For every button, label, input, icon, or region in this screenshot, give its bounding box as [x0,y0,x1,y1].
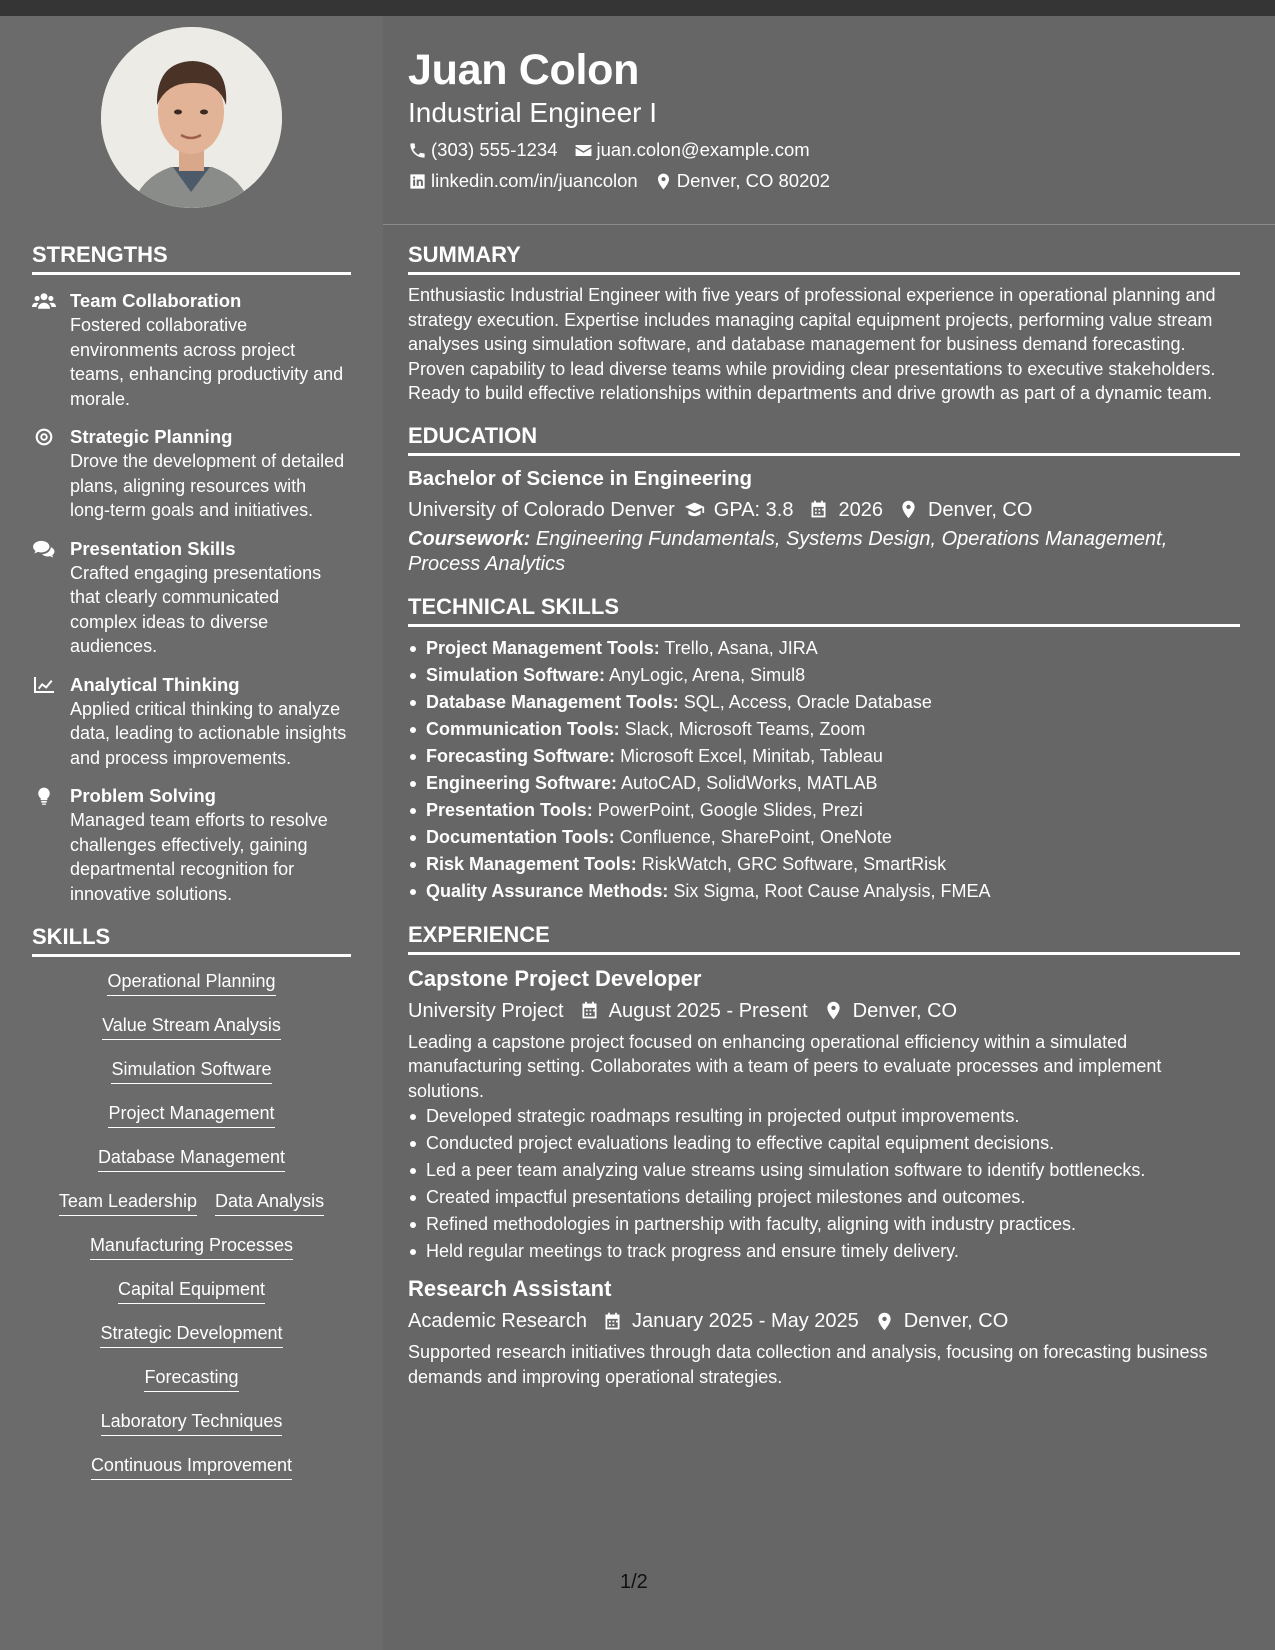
skills-row [32,1101,351,1128]
technical-skill-label: Communication Tools: [426,718,620,739]
technical-skill-item [408,635,1240,662]
experience-entry [408,965,1240,1266]
job-bullet: Conducted project evaluations leading to effective capital equipment decisions. [408,1130,1240,1157]
job-title: Research Assistant [408,1276,612,1301]
skill-tag: Project Management [108,1101,274,1128]
degree-name: Bachelor of Science in Engineering [408,466,753,490]
strength-item [32,425,351,523]
contact-row-1 [408,139,1248,161]
graduation-year: 2026 [838,498,883,521]
skills-row [32,1409,351,1436]
skills-list [32,969,351,1480]
strength-body [70,425,351,523]
candidate-title: Industrial Engineer I [408,97,658,128]
technical-skill-value: RiskWatch, GRC Software, SmartRisk [641,853,947,874]
strength-body [70,537,351,659]
header-divider [383,224,1275,225]
skills-row [32,1321,351,1348]
location-text: Denver, CO 80202 [676,170,830,191]
job-bullet: Led a peer team analyzing value streams using simulation software to identify bottlenecks. [408,1157,1240,1184]
strength-desc: Managed team efforts to resolve challenges effectively, gaining departmental recognition for innovative solutions. [70,810,328,904]
job-description: Leading a capstone project focused on enhancing operational efficiency within a simulated manufacturing setting. Collaborates with a team of peers to evaluate processes and implement solutions. [408,1031,1162,1101]
technical-skill-label: Risk Management Tools: [426,853,637,874]
top-bar [0,0,1275,16]
job-bullets [408,1103,1240,1265]
coursework [408,527,1240,577]
experience-entry [408,1275,1240,1389]
skills-row [32,1233,351,1260]
job-title: Capstone Project Developer [408,965,702,991]
strength-desc: Crafted engaging presentations that clearly communicated complex ideas to diverse audiences. [70,562,322,656]
chart-line-icon [32,673,70,771]
skill-tag: Database Management [98,1145,285,1172]
skill-tag: Data Analysis [215,1189,324,1216]
technical-skill-label: Forecasting Software: [426,745,616,766]
strength-name: Team Collaboration [70,290,242,311]
job-bullet: Refined methodologies in partnership with faculty, aligning with industry practices. [408,1211,1240,1238]
comments-icon [32,537,70,659]
skills-row [32,1365,351,1392]
skill-tag: Simulation Software [111,1057,271,1084]
strength-body [70,673,351,771]
job-meta [408,998,1240,1024]
technical-skill-label: Project Management Tools: [426,637,660,658]
experience-heading: EXPERIENCE [408,921,1240,955]
technical-skill-value: AnyLogic, Arena, Simul8 [609,664,806,685]
resume-header [408,42,1248,192]
lightbulb-icon [32,784,70,906]
candidate-name: Juan Colon [408,46,640,94]
graduation-cap-icon [684,499,705,520]
gpa-text: GPA: 3.8 [713,498,794,521]
technical-skill-item [408,689,1240,716]
skills-row [32,1277,351,1304]
page-number: 1/2 [620,1571,648,1593]
contact-row-2 [408,170,1248,192]
right-column [408,241,1240,1389]
job-org: Academic Research [408,1310,587,1332]
technical-skill-label: Quality Assurance Methods: [426,880,669,901]
left-column [32,241,351,1480]
technical-skills-list [408,635,1240,905]
map-pin-icon [898,499,919,520]
envelope-icon [574,141,593,160]
summary-heading: SUMMARY [408,241,1240,275]
skills-row [32,1057,351,1084]
strengths-list [32,289,351,906]
linkedin-text: linkedin.com/in/juancolon [431,170,638,191]
technical-skill-label: Database Management Tools: [426,691,679,712]
strength-desc: Drove the development of detailed plans, aligning resources with long-term goals and initiatives. [70,451,345,520]
skills-row [32,1189,351,1216]
linkedin-contact[interactable] [408,170,638,192]
skills-heading: SKILLS [32,923,351,957]
technical-skill-value: Slack, Microsoft Teams, Zoom [624,718,866,739]
map-pin-icon [654,172,673,191]
school-name: University of Colorado Denver [408,498,675,521]
email-contact[interactable] [574,139,810,161]
strength-name: Strategic Planning [70,426,233,447]
technical-skill-item [408,662,1240,689]
job-meta [408,1308,1240,1334]
linkedin-icon [408,172,427,191]
phone-icon [408,141,427,160]
skills-row [32,969,351,996]
strength-item [32,673,351,771]
skill-tag: Laboratory Techniques [101,1409,283,1436]
skill-tag: Continuous Improvement [91,1453,292,1480]
strength-name: Analytical Thinking [70,673,240,695]
calendar-icon [579,1000,600,1021]
strength-item [32,289,351,411]
technical-skill-label: Engineering Software: [426,772,618,793]
technical-skill-value: AutoCAD, SolidWorks, MATLAB [621,772,878,793]
strength-item [32,784,351,906]
technical-skill-item [408,824,1240,851]
map-pin-icon [874,1311,895,1332]
technical-skill-item [408,851,1240,878]
technical-skill-item [408,797,1240,824]
technical-skill-item [408,878,1240,905]
job-location: Denver, CO [852,999,958,1022]
technical-skill-label: Presentation Tools: [426,799,593,820]
job-bullet: Held regular meetings to track progress and ensure timely delivery. [408,1238,1240,1265]
job-dates: January 2025 - May 2025 [631,1310,859,1332]
skill-tag: Operational Planning [107,969,275,996]
job-bullet: Developed strategic roadmaps resulting in projected output improvements. [408,1103,1240,1130]
technical-skill-value: Microsoft Excel, Minitab, Tableau [620,745,883,766]
phone-contact[interactable] [408,139,558,161]
technical-skill-value: Six Sigma, Root Cause Analysis, FMEA [673,880,991,901]
technical-skill-value: Confluence, SharePoint, OneNote [619,826,892,847]
target-icon [32,425,70,523]
education-heading: EDUCATION [408,422,1240,456]
job-org: University Project [408,999,564,1022]
map-pin-icon [823,1000,844,1021]
technical-skill-item [408,743,1240,770]
profile-photo [101,27,282,208]
skills-row [32,1453,351,1480]
strength-name: Problem Solving [70,785,216,806]
strength-item [32,537,351,659]
phone-text: (303) 555-1234 [431,139,558,160]
skills-row [32,1013,351,1040]
technical-skill-label: Documentation Tools: [426,826,615,847]
strength-body [70,784,351,906]
technical-skill-value: SQL, Access, Oracle Database [683,691,932,712]
technical-skill-item [408,716,1240,743]
skill-tag: Value Stream Analysis [102,1013,281,1040]
calendar-icon [808,499,829,520]
technical-skill-value: Trello, Asana, JIRA [664,637,818,658]
job-description: Supported research initiatives through data collection and analysis, focusing on forecasting business demands and improving operational strategies. [408,1342,1208,1387]
skill-tag: Manufacturing Processes [90,1233,293,1260]
users-icon [32,289,70,411]
strength-name: Presentation Skills [70,537,236,559]
summary-text: Enthusiastic Industrial Engineer with five years of professional experience in operational planning and strategy execution. Expertise includes managing capital equipment projects, performing value stream analyses using simulation software, and database management for business demand forecasting. Proven capability to lead diverse teams while providing clear presentations to executive stakeholders. Ready to build effective relationships within departments and drive growth as part of a dynamic team. [408,285,1216,403]
job-dates: August 2025 - Present [608,999,808,1022]
strength-desc: Applied critical thinking to analyze data, leading to actionable insights and process improvements. [70,698,347,768]
experience-list [408,965,1240,1390]
strengths-heading: STRENGTHS [32,241,351,275]
job-bullet: Created impactful presentations detailing project milestones and outcomes. [408,1184,1240,1211]
technical-skills-heading: TECHNICAL SKILLS [408,593,1240,627]
strength-body [70,289,351,411]
technical-skill-item [408,770,1240,797]
skill-tag: Forecasting [144,1365,238,1392]
technical-skill-label: Simulation Software: [426,664,606,685]
education-location: Denver, CO [927,498,1033,521]
coursework-label: Coursework: [408,527,531,550]
email-text: juan.colon@example.com [596,139,810,160]
calendar-icon [602,1311,623,1332]
location-contact [654,170,830,192]
technical-skill-value: PowerPoint, Google Slides, Prezi [597,799,863,820]
skill-tag: Team Leadership [59,1189,197,1216]
skill-tag: Capital Equipment [118,1277,265,1304]
skill-tag: Strategic Development [100,1321,282,1348]
coursework-list: Engineering Fundamentals, Systems Design, Operations Management, Process Analytics [408,527,1168,575]
profile-photo-image [101,27,282,208]
skills-row [32,1145,351,1172]
education-meta [408,497,1240,523]
job-location: Denver, CO [903,1310,1009,1332]
strength-desc: Fostered collaborative environments across project teams, enhancing productivity and morale. [70,315,344,409]
